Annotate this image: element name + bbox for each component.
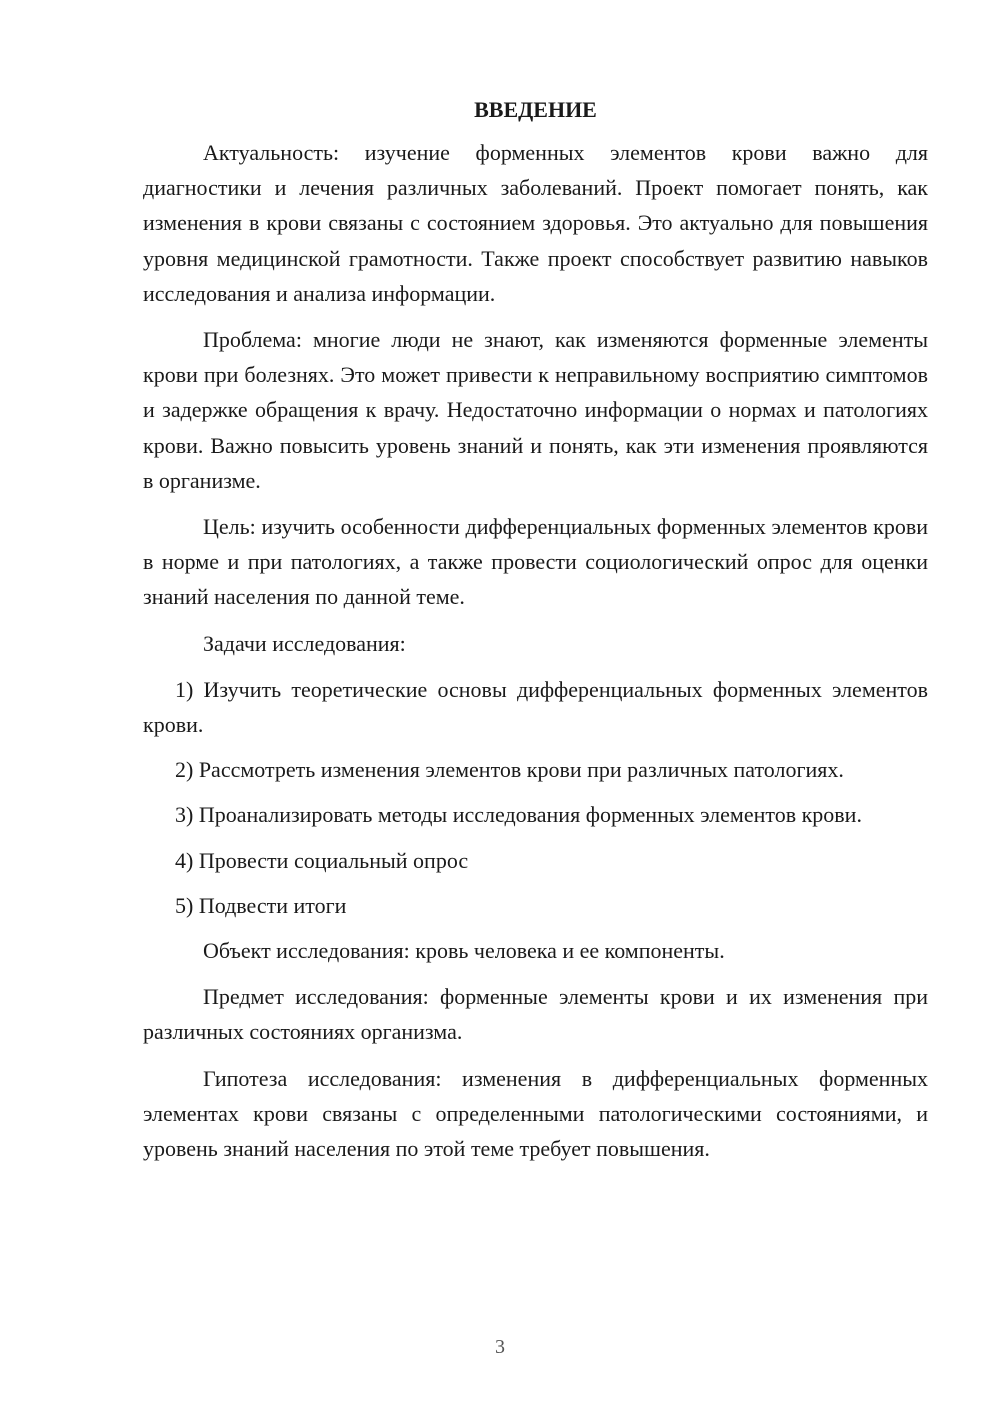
task-item-3: 3) Проанализировать методы исследования форменных элементов крови.: [175, 802, 862, 828]
paragraph-object: Объект исследования: кровь человека и ее компоненты.: [203, 938, 725, 964]
paragraph-goal: Цель: изучить особенности дифференциальных форменных элементов крови в норме и при патологиях, а также провести социологический опрос для оценки знаний населения по данной теме.: [143, 514, 928, 610]
page-number: 3: [495, 1336, 505, 1358]
tasks-heading: Задачи исследования:: [203, 630, 406, 656]
document-page: [143, 95, 928, 1177]
paragraph-problem: Проблема: многие люди не знают, как изменяются форменные элементы крови при болезнях. Это может привести к неправильному восприятию симптомов и задержке обращения к врачу. Недостаточно информации о нормах и патологиях крови. Важно повысить уровень знаний и понять, как эти изменения проявляются в организме.: [143, 327, 928, 493]
task-item-2: 2) Рассмотреть изменения элементов крови при различных патологиях.: [175, 757, 844, 783]
paragraph-subject: Предмет исследования: форменные элементы крови и их изменения при различных состояниях организма.: [143, 984, 928, 1045]
task-item-1: 1) Изучить теоретические основы дифференциальных форменных элементов крови.: [143, 676, 928, 738]
page-title: ВВЕДЕНИЕ: [474, 97, 597, 122]
tasks-list: [143, 672, 928, 923]
paragraph-relevance: Актуальность: изучение форменных элементов крови важно для диагностики и лечения различных заболеваний. Проект помогает понять, как изменения в крови связаны с состоянием здоровья. Это актуально для повышения уровня медицинской грамотности. Также проект способствует развитию навыков исследования и анализа информации.: [143, 140, 928, 306]
paragraph-hypothesis: Гипотеза исследования: изменения в дифференциальных форменных элементах крови связаны с определенными патологическими состояниями, и уровень знаний населения по этой теме требует повышения.: [143, 1065, 928, 1162]
task-item-4: 4) Провести социальный опрос: [175, 847, 469, 873]
task-item-5: 5) Подвести итоги: [175, 892, 347, 918]
